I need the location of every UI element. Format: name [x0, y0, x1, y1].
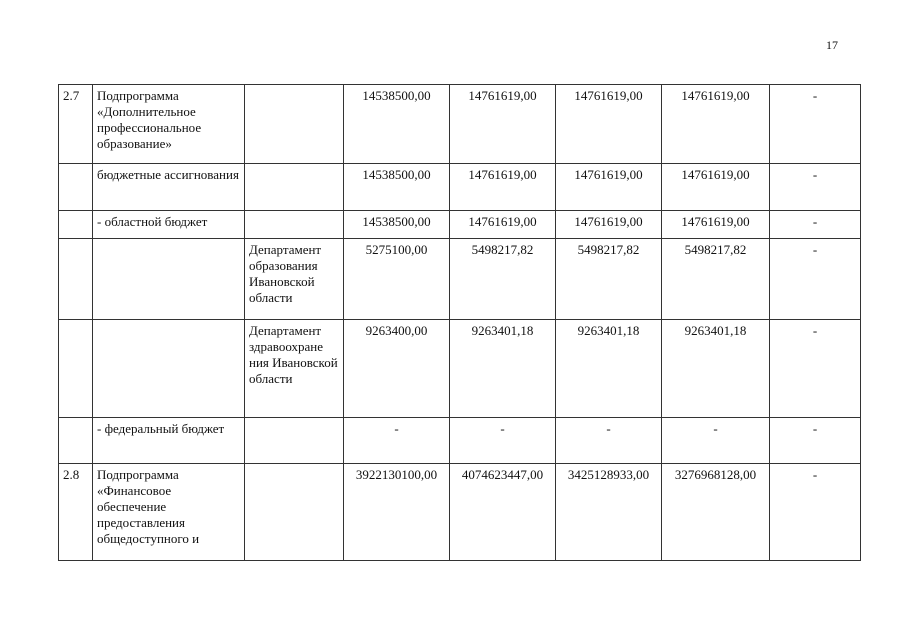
last-column-cell: - — [770, 239, 861, 320]
amount-cell: 9263401,18 — [556, 320, 662, 418]
amount-cell: 5498217,82 — [556, 239, 662, 320]
amount-cell: 14761619,00 — [450, 211, 556, 239]
amount-cell: 9263401,18 — [662, 320, 770, 418]
last-column-cell: - — [770, 85, 861, 164]
table-row — [59, 464, 861, 561]
row-index — [59, 320, 93, 418]
amount-cell: 5275100,00 — [344, 239, 450, 320]
table-row — [59, 418, 861, 464]
amount-cell: 9263400,00 — [344, 320, 450, 418]
last-column-cell: - — [770, 164, 861, 211]
amount-cell: - — [556, 418, 662, 464]
amount-cell: 3425128933,00 — [556, 464, 662, 561]
amount-cell: 3276968128,00 — [662, 464, 770, 561]
executor: Департамент образования Ивановской области — [245, 239, 344, 320]
row-index — [59, 239, 93, 320]
table-row — [59, 211, 861, 239]
row-index — [59, 164, 93, 211]
amount-cell: 14538500,00 — [344, 211, 450, 239]
amount-cell: 14761619,00 — [662, 164, 770, 211]
amount-cell: 14761619,00 — [450, 85, 556, 164]
amount-cell: 5498217,82 — [450, 239, 556, 320]
amount-cell: 14538500,00 — [344, 164, 450, 211]
program-name: Подпрограмма «Финансовое обеспечение предоставления общедоступного и — [93, 464, 245, 561]
budget-table — [58, 84, 861, 561]
program-name: - областной бюджет — [93, 211, 245, 239]
amount-cell: - — [450, 418, 556, 464]
last-column-cell: - — [770, 211, 861, 239]
executor — [245, 85, 344, 164]
program-name: Подпрограмма «Дополнительное профессиональное образование» — [93, 85, 245, 164]
amount-cell: - — [344, 418, 450, 464]
executor — [245, 464, 344, 561]
amount-cell: 14761619,00 — [556, 164, 662, 211]
page-number: 17 — [826, 38, 838, 52]
executor — [245, 418, 344, 464]
row-index: 2.7 — [59, 85, 93, 164]
amount-cell: 14538500,00 — [344, 85, 450, 164]
amount-cell: 5498217,82 — [662, 239, 770, 320]
executor — [245, 211, 344, 239]
row-index — [59, 418, 93, 464]
last-column-cell: - — [770, 320, 861, 418]
table-row — [59, 85, 861, 164]
program-name: - федеральный бюджет — [93, 418, 245, 464]
row-index: 2.8 — [59, 464, 93, 561]
table-row — [59, 320, 861, 418]
amount-cell: 9263401,18 — [450, 320, 556, 418]
program-name — [93, 320, 245, 418]
amount-cell: 14761619,00 — [662, 211, 770, 239]
amount-cell: 14761619,00 — [662, 85, 770, 164]
program-name — [93, 239, 245, 320]
program-name: бюджетные ассигнования — [93, 164, 245, 211]
row-index — [59, 211, 93, 239]
amount-cell: 3922130100,00 — [344, 464, 450, 561]
amount-cell: - — [662, 418, 770, 464]
table-row — [59, 239, 861, 320]
table-row — [59, 164, 861, 211]
last-column-cell: - — [770, 418, 861, 464]
executor: Департамент здравоохране ния Ивановской области — [245, 320, 344, 418]
amount-cell: 4074623447,00 — [450, 464, 556, 561]
amount-cell: 14761619,00 — [556, 211, 662, 239]
amount-cell: 14761619,00 — [450, 164, 556, 211]
amount-cell: 14761619,00 — [556, 85, 662, 164]
last-column-cell: - — [770, 464, 861, 561]
executor — [245, 164, 344, 211]
